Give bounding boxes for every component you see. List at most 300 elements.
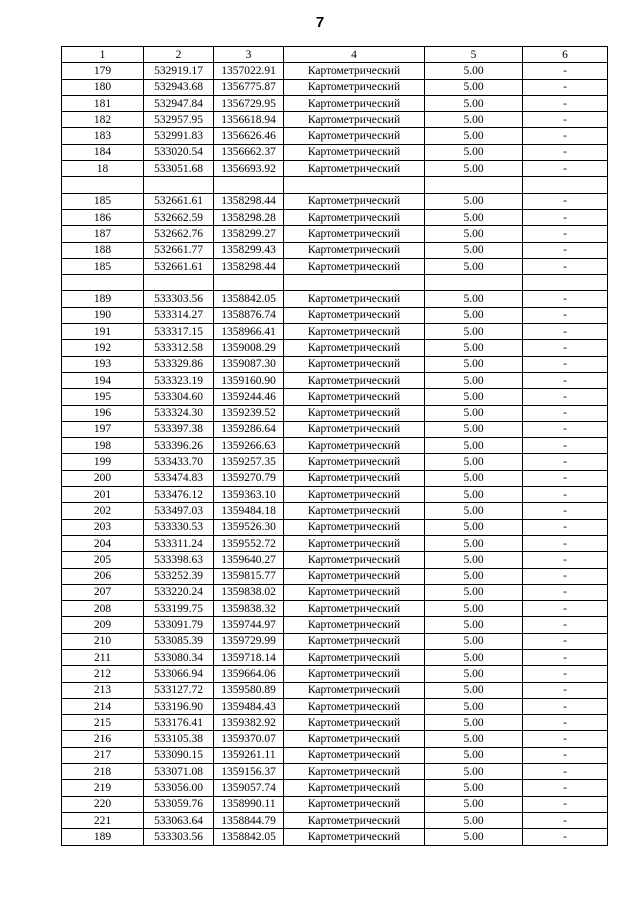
y-coordinate-cell: 1359815.77 bbox=[214, 568, 284, 584]
x-coordinate-cell: 533474.83 bbox=[144, 470, 214, 486]
y-coordinate-cell: 1359664.06 bbox=[214, 666, 284, 682]
method-cell: Картометрический bbox=[284, 161, 425, 177]
x-coordinate-cell: 533220.24 bbox=[144, 584, 214, 600]
description-cell: - bbox=[523, 372, 608, 388]
method-cell: Картометрический bbox=[284, 829, 425, 845]
x-coordinate-cell bbox=[144, 177, 214, 193]
accuracy-cell: 5.00 bbox=[425, 405, 523, 421]
accuracy-cell: 5.00 bbox=[425, 63, 523, 79]
point-number-cell: 193 bbox=[62, 356, 144, 372]
accuracy-cell: 5.00 bbox=[425, 747, 523, 763]
x-coordinate-cell: 533127.72 bbox=[144, 682, 214, 698]
x-coordinate-cell: 533311.24 bbox=[144, 535, 214, 551]
method-cell: Картометрический bbox=[284, 764, 425, 780]
table-row bbox=[62, 177, 608, 193]
point-number-cell: 180 bbox=[62, 79, 144, 95]
table-body bbox=[62, 63, 608, 845]
table-row bbox=[62, 275, 608, 291]
y-coordinate-cell: 1359160.90 bbox=[214, 372, 284, 388]
method-cell: Картометрический bbox=[284, 324, 425, 340]
table-row bbox=[62, 519, 608, 535]
method-cell: Картометрический bbox=[284, 617, 425, 633]
x-coordinate-cell: 533303.56 bbox=[144, 829, 214, 845]
method-cell: Картометрический bbox=[284, 421, 425, 437]
point-number-cell: 221 bbox=[62, 812, 144, 828]
y-coordinate-cell: 1359008.29 bbox=[214, 340, 284, 356]
point-number-cell: 215 bbox=[62, 715, 144, 731]
point-number-cell: 194 bbox=[62, 372, 144, 388]
description-cell: - bbox=[523, 796, 608, 812]
point-number-cell: 217 bbox=[62, 747, 144, 763]
x-coordinate-cell: 533176.41 bbox=[144, 715, 214, 731]
method-cell: Картометрический bbox=[284, 780, 425, 796]
x-coordinate-cell: 533199.75 bbox=[144, 601, 214, 617]
description-cell: - bbox=[523, 209, 608, 225]
accuracy-cell: 5.00 bbox=[425, 307, 523, 323]
description-cell: - bbox=[523, 535, 608, 551]
x-coordinate-cell: 533080.34 bbox=[144, 649, 214, 665]
point-number-cell: 200 bbox=[62, 470, 144, 486]
table-row bbox=[62, 584, 608, 600]
x-coordinate-cell: 532661.77 bbox=[144, 242, 214, 258]
description-cell bbox=[523, 275, 608, 291]
method-cell: Картометрический bbox=[284, 340, 425, 356]
accuracy-cell: 5.00 bbox=[425, 666, 523, 682]
point-number-cell bbox=[62, 177, 144, 193]
y-coordinate-cell: 1356729.95 bbox=[214, 95, 284, 111]
y-coordinate-cell: 1359087.30 bbox=[214, 356, 284, 372]
description-cell: - bbox=[523, 144, 608, 160]
y-coordinate-cell: 1358966.41 bbox=[214, 324, 284, 340]
y-coordinate-cell: 1359552.72 bbox=[214, 535, 284, 551]
accuracy-cell: 5.00 bbox=[425, 568, 523, 584]
y-coordinate-cell: 1359057.74 bbox=[214, 780, 284, 796]
y-coordinate-cell: 1359270.79 bbox=[214, 470, 284, 486]
table-row bbox=[62, 715, 608, 731]
x-coordinate-cell: 533398.63 bbox=[144, 552, 214, 568]
point-number-cell: 192 bbox=[62, 340, 144, 356]
y-coordinate-cell: 1359580.89 bbox=[214, 682, 284, 698]
method-cell: Картометрический bbox=[284, 584, 425, 600]
y-coordinate-cell: 1359838.02 bbox=[214, 584, 284, 600]
y-coordinate-cell: 1359718.14 bbox=[214, 649, 284, 665]
point-number-cell: 220 bbox=[62, 796, 144, 812]
table-row bbox=[62, 421, 608, 437]
description-cell: - bbox=[523, 112, 608, 128]
point-number-cell: 196 bbox=[62, 405, 144, 421]
column-header: 6 bbox=[523, 47, 608, 63]
y-coordinate-cell: 1358298.28 bbox=[214, 209, 284, 225]
description-cell: - bbox=[523, 503, 608, 519]
coordinates-table bbox=[61, 46, 608, 846]
method-cell: Картометрический bbox=[284, 796, 425, 812]
description-cell: - bbox=[523, 242, 608, 258]
y-coordinate-cell: 1358844.79 bbox=[214, 812, 284, 828]
x-coordinate-cell: 532991.83 bbox=[144, 128, 214, 144]
x-coordinate-cell: 533252.39 bbox=[144, 568, 214, 584]
table-row bbox=[62, 193, 608, 209]
accuracy-cell: 5.00 bbox=[425, 144, 523, 160]
y-coordinate-cell: 1358842.05 bbox=[214, 291, 284, 307]
description-cell: - bbox=[523, 698, 608, 714]
y-coordinate-cell: 1359257.35 bbox=[214, 454, 284, 470]
point-number-cell: 18 bbox=[62, 161, 144, 177]
point-number-cell: 198 bbox=[62, 438, 144, 454]
x-coordinate-cell: 532661.61 bbox=[144, 258, 214, 274]
x-coordinate-cell: 533051.68 bbox=[144, 161, 214, 177]
table-row bbox=[62, 226, 608, 242]
table-row bbox=[62, 112, 608, 128]
method-cell: Картометрический bbox=[284, 144, 425, 160]
table-row bbox=[62, 242, 608, 258]
point-number-cell: 182 bbox=[62, 112, 144, 128]
description-cell: - bbox=[523, 340, 608, 356]
description-cell: - bbox=[523, 63, 608, 79]
method-cell: Картометрический bbox=[284, 601, 425, 617]
description-cell: - bbox=[523, 438, 608, 454]
y-coordinate-cell: 1358990.11 bbox=[214, 796, 284, 812]
table-row bbox=[62, 682, 608, 698]
point-number-cell: 203 bbox=[62, 519, 144, 535]
description-cell: - bbox=[523, 682, 608, 698]
table-row bbox=[62, 372, 608, 388]
y-coordinate-cell: 1359484.18 bbox=[214, 503, 284, 519]
y-coordinate-cell: 1357022.91 bbox=[214, 63, 284, 79]
x-coordinate-cell: 533312.58 bbox=[144, 340, 214, 356]
point-number-cell: 214 bbox=[62, 698, 144, 714]
x-coordinate-cell: 533056.00 bbox=[144, 780, 214, 796]
x-coordinate-cell: 533497.03 bbox=[144, 503, 214, 519]
point-number-cell: 187 bbox=[62, 226, 144, 242]
accuracy-cell: 5.00 bbox=[425, 698, 523, 714]
method-cell: Картометрический bbox=[284, 666, 425, 682]
description-cell: - bbox=[523, 764, 608, 780]
description-cell: - bbox=[523, 780, 608, 796]
accuracy-cell: 5.00 bbox=[425, 601, 523, 617]
accuracy-cell: 5.00 bbox=[425, 95, 523, 111]
description-cell: - bbox=[523, 405, 608, 421]
table-row bbox=[62, 535, 608, 551]
x-coordinate-cell: 533063.64 bbox=[144, 812, 214, 828]
accuracy-cell: 5.00 bbox=[425, 421, 523, 437]
x-coordinate-cell: 533330.53 bbox=[144, 519, 214, 535]
point-number-cell: 179 bbox=[62, 63, 144, 79]
table-row bbox=[62, 95, 608, 111]
method-cell: Картометрический bbox=[284, 242, 425, 258]
point-number-cell: 184 bbox=[62, 144, 144, 160]
method-cell: Картометрический bbox=[284, 747, 425, 763]
table-row bbox=[62, 258, 608, 274]
method-cell: Картометрический bbox=[284, 503, 425, 519]
accuracy-cell: 5.00 bbox=[425, 454, 523, 470]
y-coordinate-cell bbox=[214, 275, 284, 291]
description-cell: - bbox=[523, 128, 608, 144]
accuracy-cell: 5.00 bbox=[425, 372, 523, 388]
y-coordinate-cell: 1356618.94 bbox=[214, 112, 284, 128]
point-number-cell: 209 bbox=[62, 617, 144, 633]
point-number-cell: 216 bbox=[62, 731, 144, 747]
x-coordinate-cell: 532947.84 bbox=[144, 95, 214, 111]
table-row bbox=[62, 649, 608, 665]
x-coordinate-cell: 533324.30 bbox=[144, 405, 214, 421]
x-coordinate-cell: 533317.15 bbox=[144, 324, 214, 340]
description-cell: - bbox=[523, 226, 608, 242]
x-coordinate-cell: 533066.94 bbox=[144, 666, 214, 682]
method-cell: Картометрический bbox=[284, 698, 425, 714]
column-header: 4 bbox=[284, 47, 425, 63]
x-coordinate-cell: 533071.08 bbox=[144, 764, 214, 780]
table-row bbox=[62, 812, 608, 828]
x-coordinate-cell: 533397.38 bbox=[144, 421, 214, 437]
table-row bbox=[62, 568, 608, 584]
point-number-cell: 211 bbox=[62, 649, 144, 665]
accuracy-cell: 5.00 bbox=[425, 340, 523, 356]
description-cell: - bbox=[523, 812, 608, 828]
table-row bbox=[62, 340, 608, 356]
y-coordinate-cell: 1359729.99 bbox=[214, 633, 284, 649]
table-row bbox=[62, 747, 608, 763]
column-header: 3 bbox=[214, 47, 284, 63]
description-cell: - bbox=[523, 161, 608, 177]
point-number-cell: 183 bbox=[62, 128, 144, 144]
accuracy-cell: 5.00 bbox=[425, 242, 523, 258]
y-coordinate-cell: 1358298.44 bbox=[214, 258, 284, 274]
table-row bbox=[62, 764, 608, 780]
method-cell: Картометрический bbox=[284, 552, 425, 568]
x-coordinate-cell: 533314.27 bbox=[144, 307, 214, 323]
x-coordinate-cell: 533091.79 bbox=[144, 617, 214, 633]
x-coordinate-cell: 532919.17 bbox=[144, 63, 214, 79]
x-coordinate-cell: 533105.38 bbox=[144, 731, 214, 747]
description-cell: - bbox=[523, 193, 608, 209]
point-number-cell: 190 bbox=[62, 307, 144, 323]
point-number-cell: 205 bbox=[62, 552, 144, 568]
x-coordinate-cell: 533304.60 bbox=[144, 389, 214, 405]
y-coordinate-cell: 1356693.92 bbox=[214, 161, 284, 177]
y-coordinate-cell: 1358842.05 bbox=[214, 829, 284, 845]
y-coordinate-cell: 1359744.97 bbox=[214, 617, 284, 633]
table-row bbox=[62, 780, 608, 796]
accuracy-cell: 5.00 bbox=[425, 617, 523, 633]
column-header: 2 bbox=[144, 47, 214, 63]
point-number-cell: 213 bbox=[62, 682, 144, 698]
point-number-cell: 212 bbox=[62, 666, 144, 682]
table-row bbox=[62, 666, 608, 682]
accuracy-cell: 5.00 bbox=[425, 715, 523, 731]
table-row bbox=[62, 601, 608, 617]
accuracy-cell: 5.00 bbox=[425, 519, 523, 535]
y-coordinate-cell: 1359526.30 bbox=[214, 519, 284, 535]
method-cell: Картометрический bbox=[284, 128, 425, 144]
method-cell: Картометрический bbox=[284, 356, 425, 372]
accuracy-cell bbox=[425, 177, 523, 193]
accuracy-cell: 5.00 bbox=[425, 258, 523, 274]
description-cell: - bbox=[523, 568, 608, 584]
accuracy-cell: 5.00 bbox=[425, 633, 523, 649]
point-number-cell: 204 bbox=[62, 535, 144, 551]
x-coordinate-cell bbox=[144, 275, 214, 291]
method-cell: Картометрический bbox=[284, 682, 425, 698]
x-coordinate-cell: 532943.68 bbox=[144, 79, 214, 95]
table-row bbox=[62, 617, 608, 633]
table-row bbox=[62, 438, 608, 454]
method-cell: Картометрический bbox=[284, 209, 425, 225]
description-cell: - bbox=[523, 552, 608, 568]
y-coordinate-cell: 1358299.27 bbox=[214, 226, 284, 242]
method-cell: Картометрический bbox=[284, 405, 425, 421]
description-cell: - bbox=[523, 519, 608, 535]
method-cell: Картометрический bbox=[284, 470, 425, 486]
x-coordinate-cell: 533476.12 bbox=[144, 487, 214, 503]
x-coordinate-cell: 533085.39 bbox=[144, 633, 214, 649]
description-cell: - bbox=[523, 617, 608, 633]
description-cell: - bbox=[523, 829, 608, 845]
description-cell bbox=[523, 177, 608, 193]
x-coordinate-cell: 533329.86 bbox=[144, 356, 214, 372]
x-coordinate-cell: 532661.61 bbox=[144, 193, 214, 209]
method-cell: Картометрический bbox=[284, 95, 425, 111]
accuracy-cell: 5.00 bbox=[425, 356, 523, 372]
column-header: 1 bbox=[62, 47, 144, 63]
point-number-cell: 189 bbox=[62, 829, 144, 845]
description-cell: - bbox=[523, 584, 608, 600]
y-coordinate-cell: 1359363.10 bbox=[214, 487, 284, 503]
y-coordinate-cell: 1359382.92 bbox=[214, 715, 284, 731]
accuracy-cell: 5.00 bbox=[425, 552, 523, 568]
x-coordinate-cell: 533020.54 bbox=[144, 144, 214, 160]
accuracy-cell: 5.00 bbox=[425, 535, 523, 551]
accuracy-cell: 5.00 bbox=[425, 226, 523, 242]
accuracy-cell: 5.00 bbox=[425, 764, 523, 780]
accuracy-cell: 5.00 bbox=[425, 731, 523, 747]
description-cell: - bbox=[523, 649, 608, 665]
point-number-cell: 207 bbox=[62, 584, 144, 600]
point-number-cell bbox=[62, 275, 144, 291]
description-cell: - bbox=[523, 356, 608, 372]
x-coordinate-cell: 533323.19 bbox=[144, 372, 214, 388]
y-coordinate-cell: 1359640.27 bbox=[214, 552, 284, 568]
point-number-cell: 208 bbox=[62, 601, 144, 617]
y-coordinate-cell: 1359261.11 bbox=[214, 747, 284, 763]
y-coordinate-cell: 1359239.52 bbox=[214, 405, 284, 421]
method-cell: Картометрический bbox=[284, 633, 425, 649]
accuracy-cell: 5.00 bbox=[425, 829, 523, 845]
y-coordinate-cell: 1356775.87 bbox=[214, 79, 284, 95]
y-coordinate-cell: 1359838.32 bbox=[214, 601, 284, 617]
table-row bbox=[62, 454, 608, 470]
description-cell: - bbox=[523, 389, 608, 405]
description-cell: - bbox=[523, 95, 608, 111]
method-cell bbox=[284, 177, 425, 193]
table-row bbox=[62, 389, 608, 405]
accuracy-cell: 5.00 bbox=[425, 487, 523, 503]
table-row bbox=[62, 307, 608, 323]
accuracy-cell: 5.00 bbox=[425, 796, 523, 812]
table-header-row bbox=[62, 47, 608, 63]
point-number-cell: 191 bbox=[62, 324, 144, 340]
method-cell: Картометрический bbox=[284, 291, 425, 307]
accuracy-cell: 5.00 bbox=[425, 812, 523, 828]
table-row bbox=[62, 291, 608, 307]
table-row bbox=[62, 144, 608, 160]
table-row bbox=[62, 356, 608, 372]
method-cell: Картометрический bbox=[284, 307, 425, 323]
point-number-cell: 185 bbox=[62, 193, 144, 209]
method-cell: Картометрический bbox=[284, 568, 425, 584]
accuracy-cell: 5.00 bbox=[425, 584, 523, 600]
table-row bbox=[62, 209, 608, 225]
table-row bbox=[62, 324, 608, 340]
y-coordinate-cell: 1359484.43 bbox=[214, 698, 284, 714]
accuracy-cell: 5.00 bbox=[425, 112, 523, 128]
method-cell: Картометрический bbox=[284, 112, 425, 128]
method-cell: Картометрический bbox=[284, 535, 425, 551]
table-row bbox=[62, 552, 608, 568]
table-row bbox=[62, 405, 608, 421]
table-row bbox=[62, 63, 608, 79]
description-cell: - bbox=[523, 291, 608, 307]
y-coordinate-cell bbox=[214, 177, 284, 193]
x-coordinate-cell: 533303.56 bbox=[144, 291, 214, 307]
method-cell: Картометрический bbox=[284, 812, 425, 828]
y-coordinate-cell: 1359286.64 bbox=[214, 421, 284, 437]
method-cell: Картометрический bbox=[284, 389, 425, 405]
description-cell: - bbox=[523, 731, 608, 747]
accuracy-cell: 5.00 bbox=[425, 780, 523, 796]
accuracy-cell: 5.00 bbox=[425, 438, 523, 454]
accuracy-cell: 5.00 bbox=[425, 128, 523, 144]
method-cell: Картометрический bbox=[284, 438, 425, 454]
description-cell: - bbox=[523, 307, 608, 323]
y-coordinate-cell: 1359266.63 bbox=[214, 438, 284, 454]
method-cell: Картометрический bbox=[284, 715, 425, 731]
description-cell: - bbox=[523, 421, 608, 437]
accuracy-cell: 5.00 bbox=[425, 470, 523, 486]
point-number-cell: 188 bbox=[62, 242, 144, 258]
accuracy-cell: 5.00 bbox=[425, 291, 523, 307]
column-header: 5 bbox=[425, 47, 523, 63]
point-number-cell: 186 bbox=[62, 209, 144, 225]
x-coordinate-cell: 533059.76 bbox=[144, 796, 214, 812]
y-coordinate-cell: 1356626.46 bbox=[214, 128, 284, 144]
method-cell: Картометрический bbox=[284, 454, 425, 470]
x-coordinate-cell: 532957.95 bbox=[144, 112, 214, 128]
method-cell: Картометрический bbox=[284, 487, 425, 503]
y-coordinate-cell: 1358876.74 bbox=[214, 307, 284, 323]
description-cell: - bbox=[523, 747, 608, 763]
x-coordinate-cell: 532662.76 bbox=[144, 226, 214, 242]
table-row bbox=[62, 731, 608, 747]
method-cell: Картометрический bbox=[284, 372, 425, 388]
description-cell: - bbox=[523, 666, 608, 682]
accuracy-cell: 5.00 bbox=[425, 682, 523, 698]
y-coordinate-cell: 1359156.37 bbox=[214, 764, 284, 780]
accuracy-cell: 5.00 bbox=[425, 324, 523, 340]
point-number-cell: 199 bbox=[62, 454, 144, 470]
point-number-cell: 195 bbox=[62, 389, 144, 405]
method-cell bbox=[284, 275, 425, 291]
point-number-cell: 219 bbox=[62, 780, 144, 796]
description-cell: - bbox=[523, 487, 608, 503]
table-row bbox=[62, 796, 608, 812]
table-row bbox=[62, 503, 608, 519]
y-coordinate-cell: 1359370.07 bbox=[214, 731, 284, 747]
accuracy-cell bbox=[425, 275, 523, 291]
method-cell: Картометрический bbox=[284, 226, 425, 242]
point-number-cell: 181 bbox=[62, 95, 144, 111]
point-number-cell: 197 bbox=[62, 421, 144, 437]
description-cell: - bbox=[523, 258, 608, 274]
